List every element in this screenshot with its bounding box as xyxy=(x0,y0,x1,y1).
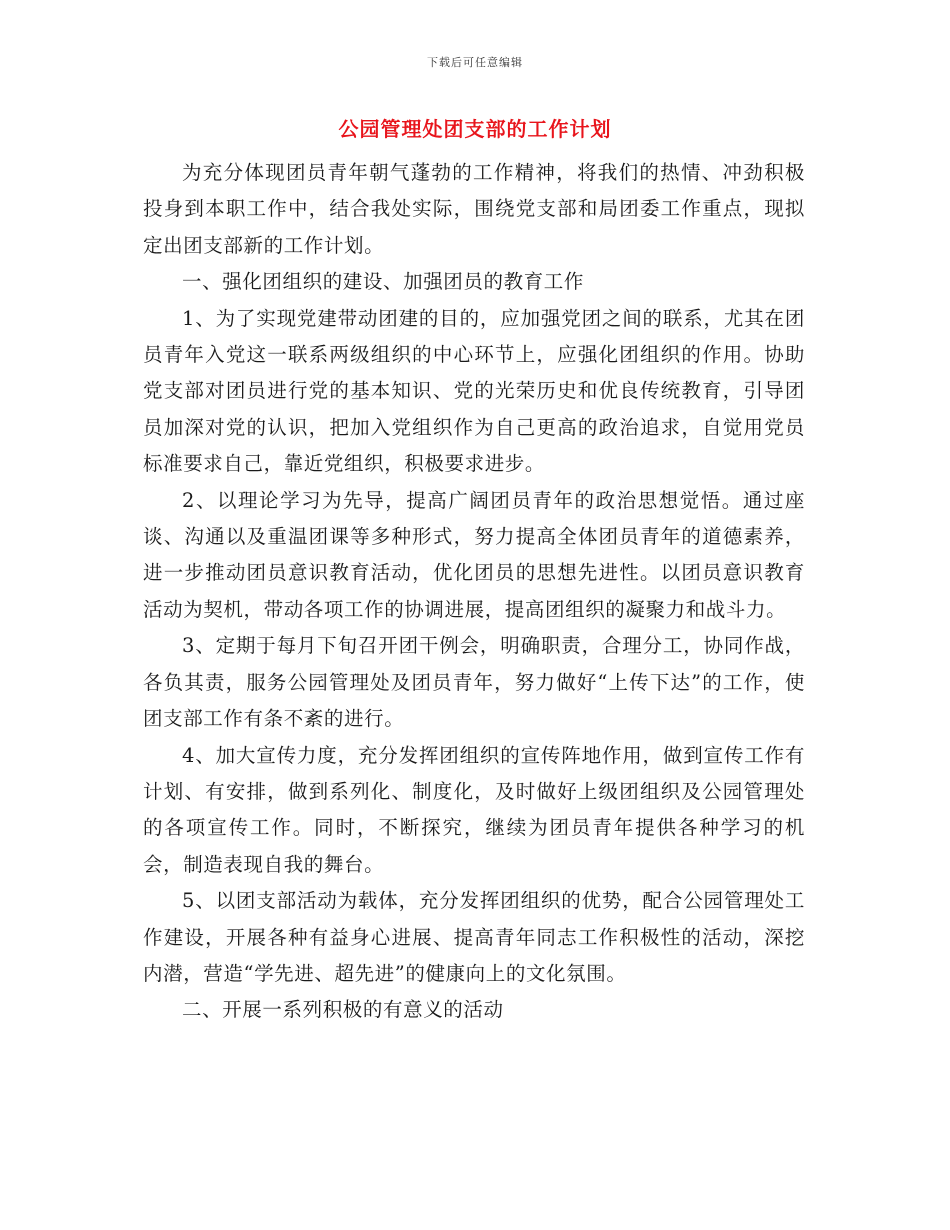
paragraph-item-2: 2、以理论学习为先导，提高广阔团员青年的政治思想觉悟。通过座谈、沟通以及重温团课等多种形式，努力提高全体团员青年的道德素养，进一步推动团员意识教育活动，优化团员的思想先进性。以团员意识教育活动为契机，带动各项工作的协调进展，提高团组织的凝聚力和战斗力。 xyxy=(143,488,805,621)
intro-paragraph: 为充分体现团员青年朝气蓬勃的工作精神，将我们的热情、冲劲积极投身到本职工作中，结合我处实际，围绕党支部和局团委工作重点，现拟定出团支部新的工作计划。 xyxy=(143,161,805,257)
header-note: 下载后可任意编辑 xyxy=(427,56,523,69)
section-heading-1: 一、强化团组织的建设、加强团员的教育工作 xyxy=(182,270,585,294)
section-heading-2: 二、开展一系列积极的有意义的活动 xyxy=(182,998,504,1022)
document-title: 公园管理处团支部的工作计划 xyxy=(338,117,612,141)
paragraph-item-1: 1、为了实现党建带动团建的目的，应加强党团之间的联系，尤其在团员青年入党这一联系两级组织的中心环节上，应强化团组织的作用。协助党支部对团员进行党的基本知识、党的光荣历史和优良传统教育，引导团员加深对党的认识，把加入党组织作为自己更高的政治追求，自觉用党员标准要求自己，靠近党组织，积极要求进步。 xyxy=(143,306,805,476)
paragraph-item-4: 4、加大宣传力度，充分发挥团组织的宣传阵地作用，做到宣传工作有计划、有安排，做到系列化、制度化，及时做好上级团组织及公园管理处的各项宣传工作。同时，不断探究，继续为团员青年提供各种学习的机会，制造表现自我的舞台。 xyxy=(143,743,805,876)
document-body xyxy=(143,155,805,1029)
paragraph-item-3: 3、定期于每月下旬召开团干例会，明确职责，合理分工，协同作战，各负其责，服务公园管理处及团员青年，努力做好“上传下达”的工作，使团支部工作有条不紊的进行。 xyxy=(143,634,805,731)
paragraph-item-5: 5、以团支部活动为载体，充分发挥团组织的优势，配合公园管理处工作建设，开展各种有益身心进展、提高青年同志工作积极性的活动，深挖内潜，营造“学先进、超先进”的健康向上的文化氛围。 xyxy=(143,889,805,985)
